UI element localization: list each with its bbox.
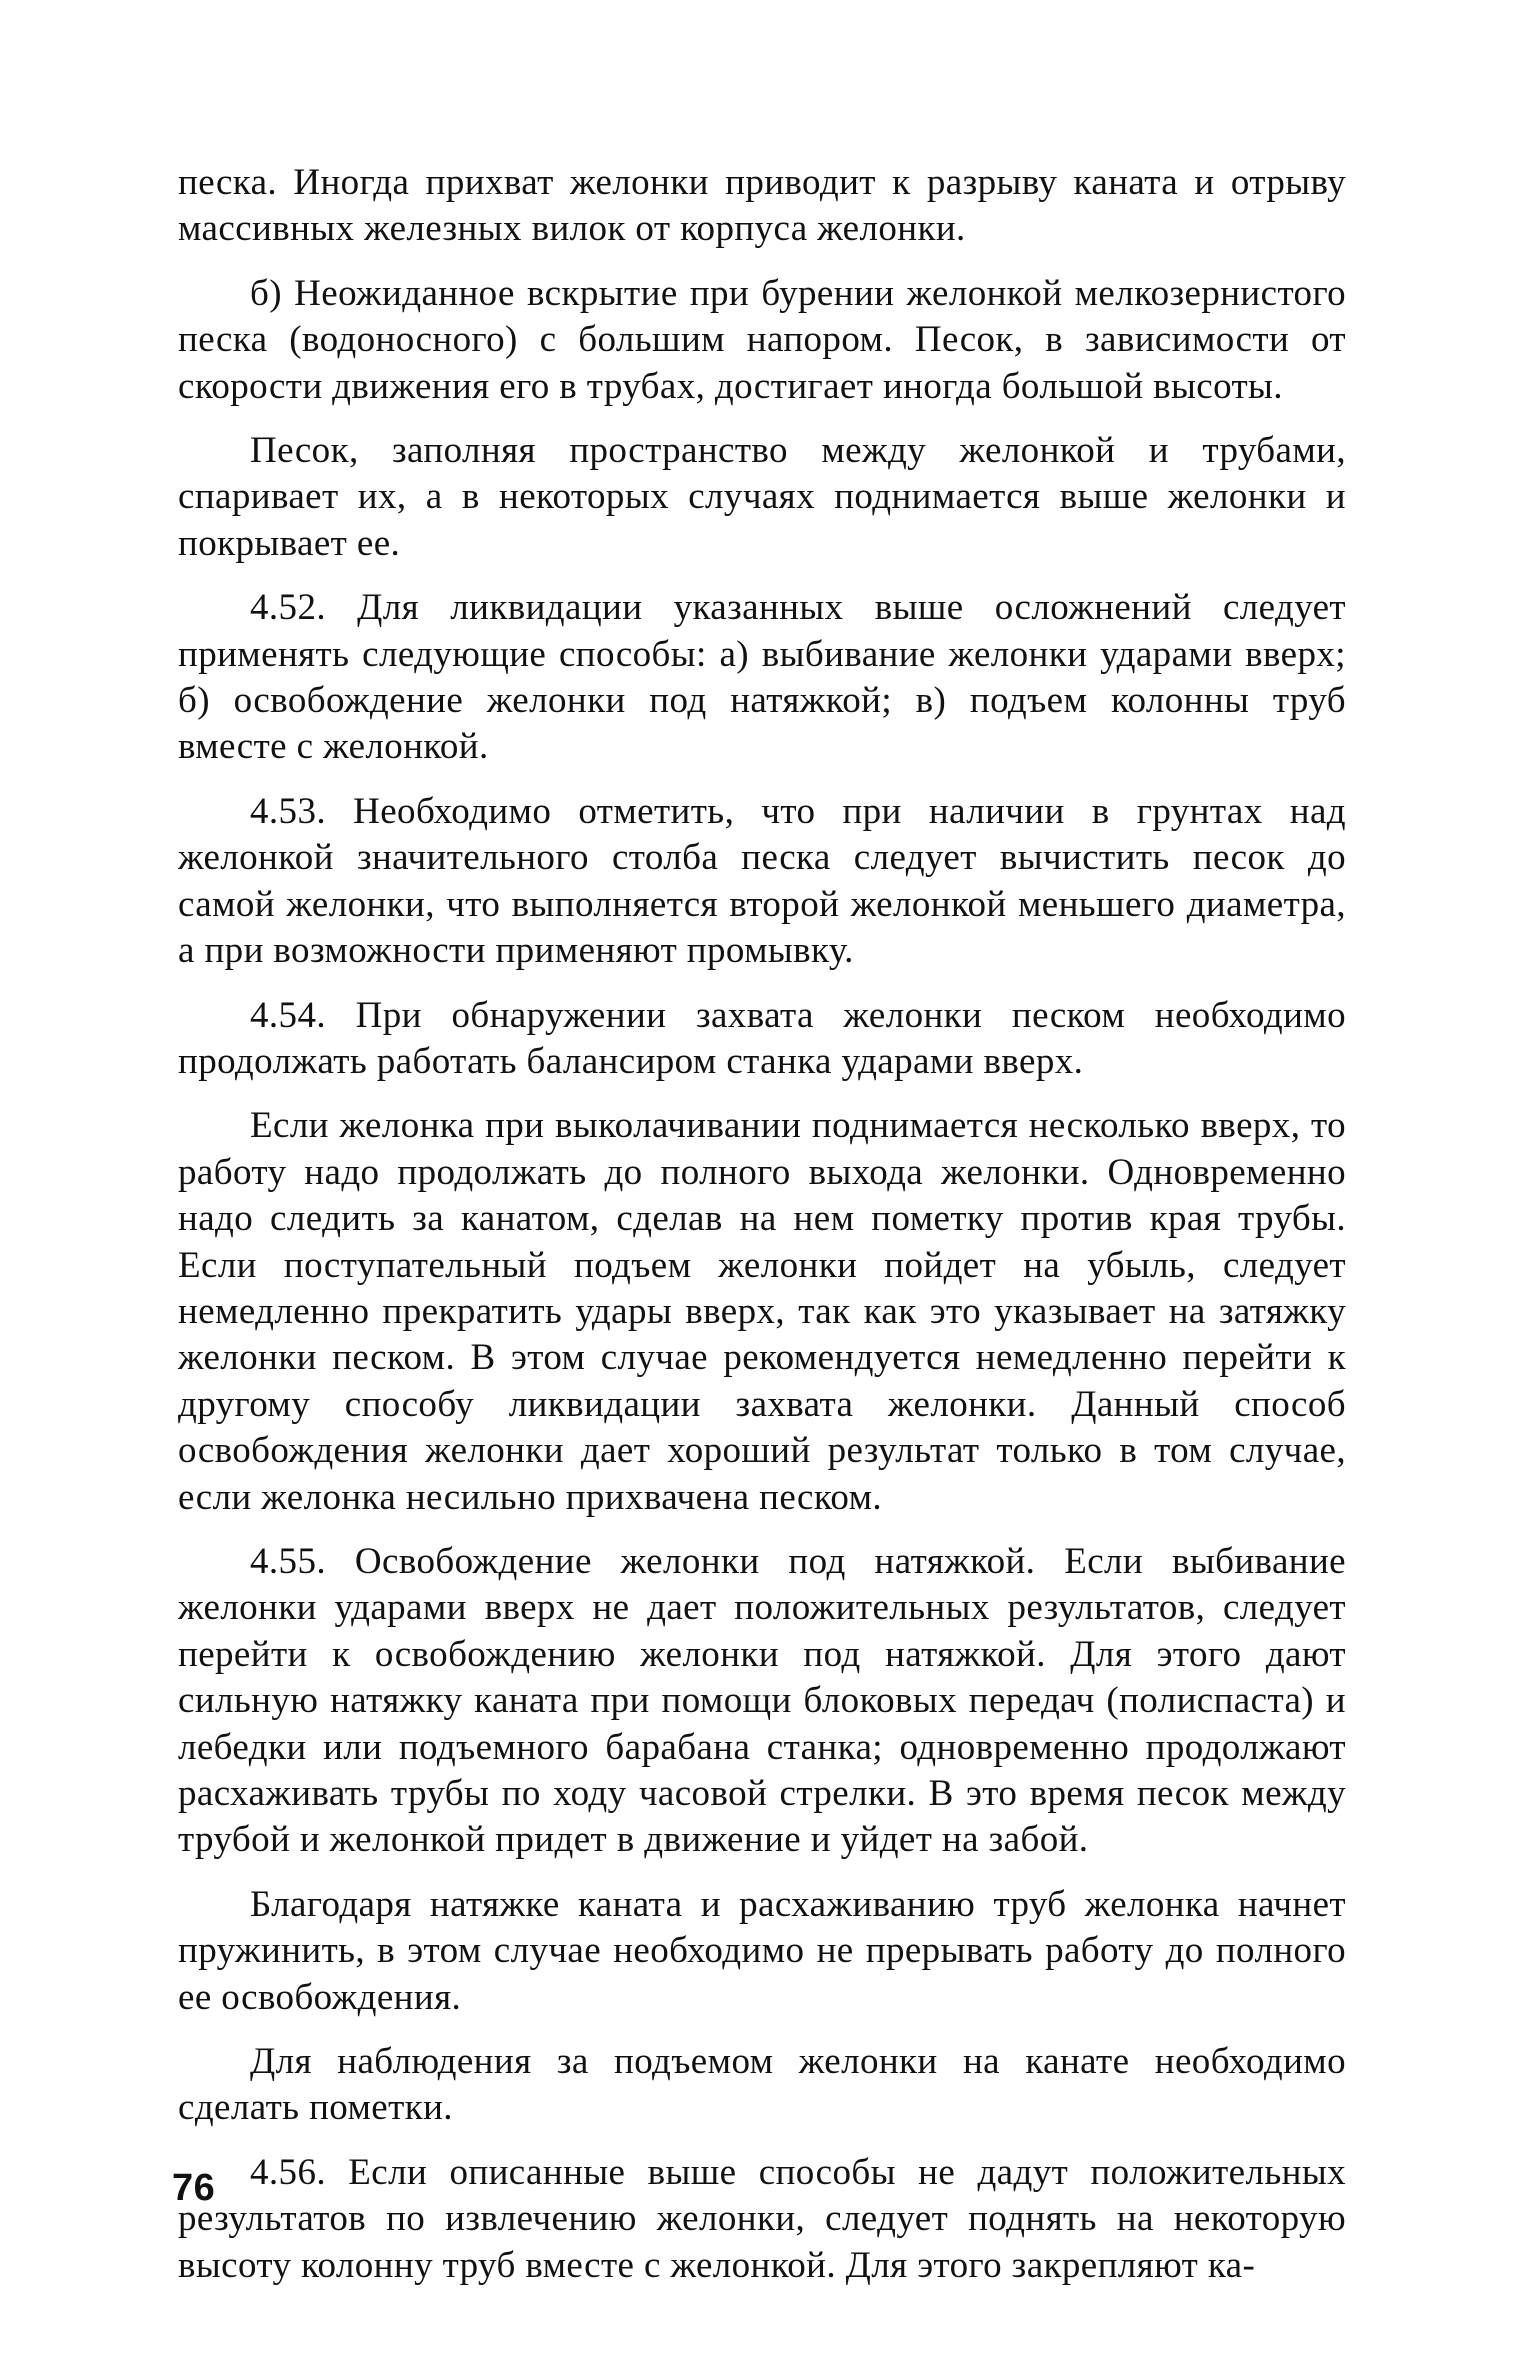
body-text bbox=[178, 160, 1346, 2307]
paragraph: 4.53. Необходимо отметить, что при наличии в грунтах над желонкой значительного столба песка следует вычистить песок до самой желонки, что выполняется второй желонкой меньшего диаметра, а при возможности применяют промывку. bbox=[178, 790, 1346, 972]
paragraph: песка. Иногда прихват желонки приводит к разрыву каната и отрыву массивных железных вилок от корпуса желонки. bbox=[178, 162, 1346, 250]
paragraph: б) Неожиданное вскрытие при бурении желонкой мелкозернистого песка (водоносного) с большим напором. Песок, в зависимости от скорости движения его в трубах, достигает иногда большой высоты. bbox=[178, 272, 1346, 407]
paragraph: 4.52. Для ликвидации указанных выше осложнений следует применять следующие способы: а) выбивание желонки ударами вверх; б) освобождение желонки под натяжкой; в) подъем колонны труб вместе с желонкой. bbox=[178, 587, 1346, 768]
paragraph: 4.55. Освобождение желонки под натяжкой. Если выбивание желонки ударами вверх не дает положительных результатов, следует перейти к освобождению желонки под натяжкой. Для этого дают сильную натяжку каната при помощи блоковых передач (полиспаста) и лебедки или подъемного барабана станка; одновременно продолжают расхаживать трубы по ходу часовой стрелки. В это время песок между трубой и желонкой придет в движение и уйдет на забой. bbox=[178, 1540, 1346, 1861]
paragraph: Для наблюдения за подъемом желонки на канате необходимо сделать пометки. bbox=[178, 2041, 1346, 2129]
paragraph: 4.56. Если описанные выше способы не дадут положительных результатов по извлечению желонки, следует поднять на некоторую высоту колонну труб вместе с желонкой. Для этого закрепляют ка- bbox=[178, 2151, 1346, 2286]
page-number: 76 bbox=[172, 2167, 216, 2209]
paragraph: Если желонка при выколачивании поднимается несколько вверх, то работу надо продолжать до полного выхода желонки. Одновременно надо следить за канатом, сделав на нем пометку против края трубы. Если поступательный подъем желонки пойдет на убыль, следует немедленно прекратить удары вверх, так как это указывает на затяжку желонки песком. В этом случае рекомендуется немедленно перейти к другому способу ликвидации захвата желонки. Данный способ освобождения желонки дает хороший результат только в том случае, если желонка несильно прихвачена песком. bbox=[178, 1105, 1346, 1518]
paragraph: 4.54. При обнаружении захвата желонки песком необходимо продолжать работать балансиром станка ударами вверх. bbox=[178, 994, 1346, 1082]
paragraph: Благодаря натяжке каната и расхаживанию труб желонка начнет пружинить, в этом случае необходимо не прерывать работу до полного ее освобождения. bbox=[178, 1883, 1346, 2018]
paragraph: Песок, заполняя пространство между желонкой и трубами, спаривает их, а в некоторых случаях поднимается выше желонки и покрывает ее. bbox=[178, 430, 1346, 564]
